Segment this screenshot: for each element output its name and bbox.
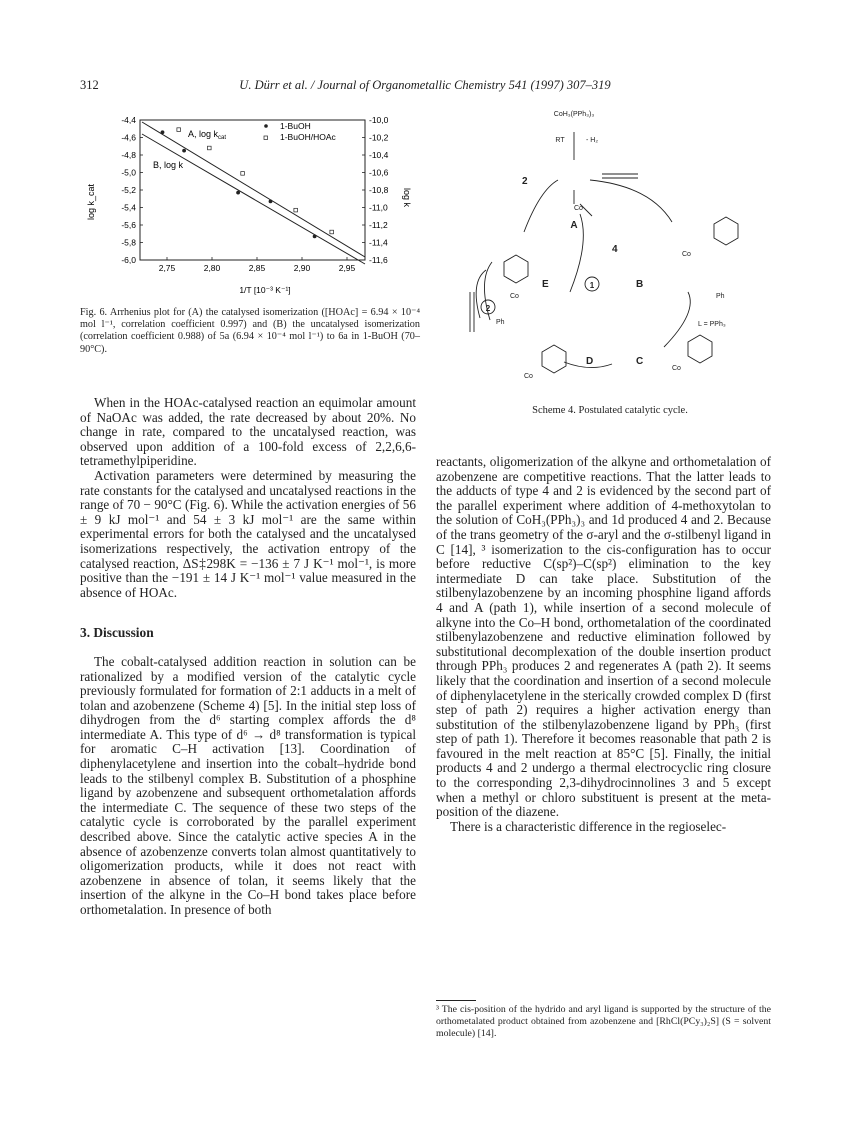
left-paragraph-2: Activation parameters were determined by measuring the rate constants for the catalysed and uncatalysed reactions in the range of 70 − 90°C (Fig. 6). While the activation energies of 56 ± 9 kJ mol⁻¹ and 54 ± 3 kJ mol⁻¹ are the same within experimental errors for both the catalysed and the uncatalysed isomerizations respectively, the activation entropy of the catalysed reaction, ΔS‡298K = −136 ± 7 J K⁻¹ mol⁻¹, is more positive than the −191 ± 14 J K⁻¹ mol⁻¹ value measured in the absence of HOAc.	[80, 467, 416, 600]
legend-label-buoh-hoac: 1-BuOH/HOAc	[280, 132, 336, 142]
annotation-b: B, log k	[153, 160, 184, 170]
scheme4-caption: Scheme 4. Postulated catalytic cycle.	[532, 405, 688, 416]
arc-b-to-c	[664, 292, 690, 347]
data-point-buoh-hoac	[241, 172, 245, 176]
regression-line-a	[142, 122, 365, 257]
ring-e	[504, 255, 528, 283]
arc-a-to-b	[590, 180, 672, 222]
x-tick-label: 2,75	[158, 263, 176, 273]
y-right-tick-label: -11,2	[369, 220, 388, 230]
complex-d-label: D	[586, 356, 594, 367]
complex-a-label: A	[570, 220, 578, 231]
data-point-buoh	[269, 199, 273, 203]
ring-d	[542, 345, 566, 373]
x-tick-label: 2,80	[203, 263, 221, 273]
right-column	[436, 455, 771, 834]
y-right-tick-label: -10,6	[369, 167, 389, 178]
y-right-tick-label: -11,4	[369, 237, 388, 248]
co-c-label: Co	[672, 365, 681, 372]
legend-marker-square	[264, 136, 268, 140]
co-a-label: Co	[574, 205, 583, 212]
section-heading-discussion: 3. Discussion	[80, 625, 154, 641]
y-right-tick-label: -10,8	[369, 185, 389, 195]
regression-lines	[142, 122, 365, 264]
reagent-label: CoH₃(PPh₃)₃	[553, 111, 595, 118]
complex-c-label: C	[636, 356, 644, 367]
regression-line-b	[142, 134, 365, 264]
y-left-tick-label: -4,6	[121, 132, 136, 143]
running-header	[80, 78, 770, 94]
h2-loss-label: - H₂	[586, 137, 599, 144]
footnote: ³ The cis-position of the hydrido and aryl ligand is supported by the structure of the orthometalated product obtained from azobenzene and [RhCl(PCy₃)₂S] (S = solvent molecule) [14].	[436, 1004, 771, 1039]
path2-label: 2	[485, 304, 491, 313]
y-right-tick-label: -10,4	[369, 150, 389, 160]
left-column	[80, 396, 416, 918]
left-paragraph-3: The cobalt-catalysed addition reaction in solution can be rationalized by a modified version of the catalytic cycle previously formulated for formation of 2:1 adducts in a melt of tolan and azobenzene (Scheme 4) [5]. In the initial step loss of dihydrogen from the d⁶ starting complex affords the d⁸ intermediate A. This type of d⁶ → d⁸ transformation is typical for aromatic C–H activation [13]. Coordination of diphenylacetylene and insertion into the cobalt–hydride bond leads to the stilbenyl complex B. Substitution of a phosphine ligand by azobenzene and subsequent orthometalation affords the intermediate C. The sequence of these two steps of the catalytic cycle is corroborated by the parallel experiment described above. Since the catalytic active species A in the absence of azobenzenze converts tolan almost quantitatively to oligomerization products, while it does not react with azobenzene in absence of tolan, it seems likely that the insertion of the alkyne in the Co–H bond takes place before orthometalation. In presence of both	[80, 653, 416, 917]
legend-marker-dot	[264, 124, 268, 128]
ring-c	[688, 335, 712, 363]
y-axis-label-right: log k	[402, 188, 412, 208]
axis-ticks	[121, 115, 388, 273]
co-b-label: Co	[682, 251, 691, 258]
legend-label-buoh: 1-BuOH	[280, 121, 311, 131]
y-left-tick-label: -6,0	[121, 255, 136, 265]
y-left-tick-label: -5,8	[121, 237, 136, 248]
data-point-buoh	[236, 191, 240, 195]
ph-b-label: Ph	[716, 293, 725, 300]
y-right-tick-label: -11,0	[369, 202, 388, 213]
complex-e-label: E	[542, 279, 549, 290]
y-axis-label-left: log k_cat	[86, 183, 96, 220]
y-right-tick-label: -11,6	[369, 255, 388, 265]
right-paragraph-1: reactants, oligomerization of the alkyne and orthometalation of azobenzene are competitive reactions. That the latter leads to the adducts of type 4 and 2 is evidenced by the second part of the parallel experiment where addition of 4-methoxytolan to the solution of CoH₃(PPh₃)₃ and 1d produced 4 and 2. Because of the trans geometry of the σ-aryl and the σ-stilbenyl ligand in C [14], ³ isomerization to the cis-configuration has to occur before reductive C(sp²)–C(sp²) elimination to the key intermediate D can take place. Substitution of the stilbenylazobenzene by an incoming phosphine ligand affords 4 and A (path 1), while insertion of a second molecule of alkyne into the Co–H bond, orthometalation of the coordinated stilbenylazobenzene and reductive elimination followed by substitutional decomplexation of the double insertion product through PPh₃ produces 2 and regenerates A (path 2). It seems likely that the coordination and insertion of a second molecule of diphenylacetylene in the sterically crowded complex D (first step of path 2) requires a higher activation energy than substitution of the stilbenylazobenzene ligand by PPh₃ (first step of path 1). Therefore it becomes reasonable that path 2 is favoured in the melt reaction at 85°C [5]. Finally, the initial products 4 and 2 undergo a thermal electrocyclic ring closure to the corresponding 2,3-dihydrocinnolines 3 and 5 except when a methyl or chloro substituent is present at the meta-position of the diazene.	[436, 454, 771, 820]
y-left-tick-label: -4,4	[121, 115, 136, 125]
product-4-label: 4	[612, 244, 618, 255]
y-left-tick-label: -5,0	[121, 167, 136, 178]
y-right-tick-label: -10,2	[369, 132, 389, 143]
y-left-tick-label: -5,2	[121, 185, 136, 195]
arc-e-to-a	[524, 180, 558, 232]
y-left-tick-label: -5,6	[121, 220, 136, 230]
path1-label: 1	[589, 281, 595, 290]
data-point-buoh	[182, 149, 186, 153]
data-point-buoh-hoac	[208, 146, 212, 150]
data-point-buoh-hoac	[294, 208, 298, 212]
co-d-label: Co	[524, 373, 533, 380]
page-number: 312	[80, 78, 99, 92]
x-tick-label: 2,85	[248, 263, 266, 273]
legend	[264, 121, 336, 142]
y-right-tick-label: -10,0	[369, 115, 389, 125]
scheme4-catalytic-cycle	[440, 102, 770, 402]
ph-e-label: Ph	[496, 319, 505, 326]
product-2-label: 2	[522, 176, 528, 187]
running-title: U. Dürr et al. / Journal of Organometallic Chemistry 541 (1997) 307–319	[239, 78, 611, 92]
left-paragraph-1: When in the HOAc-catalysed reaction an equimolar amount of NaOAc was added, the rate decreased by about 20%. No change in rate, compared to the uncatalysed reaction, was observed upon addition of a 100-fold excess of 2,2,6,6-tetramethylpiperidine.	[80, 395, 416, 469]
fig6-arrhenius-plot	[80, 112, 420, 302]
annotation-a: A, $\log k_{cat}$	[188, 129, 227, 141]
data-point-buoh	[161, 130, 165, 134]
x-axis-label: 1/T [10⁻³ K⁻¹]	[239, 285, 291, 295]
complex-b-label: B	[636, 279, 644, 290]
co-e-label: Co	[510, 293, 519, 300]
data-point-buoh-hoac	[177, 128, 181, 132]
y-left-tick-label: -4,8	[121, 150, 136, 160]
ligand-definition: L = PPh₃	[698, 321, 726, 328]
data-point-buoh-hoac	[330, 230, 334, 234]
fig6-caption: Fig. 6. Arrhenius plot for (A) the catalysed isomerization ([HOAc] = 6.94 × 10⁻⁴ mol l⁻¹, correlation coefficient 0.997) and (B) the uncatalysed isomerization (correlation coefficient 0.988) of 5a (6.94 × 10⁻⁴ mol l⁻¹) to 6a in 1-BuOH (70–90°C).	[80, 307, 420, 355]
footnote-rule	[436, 1000, 476, 1001]
x-tick-label: 2,95	[338, 263, 356, 273]
x-tick-label: 2,90	[293, 263, 311, 273]
conditions-label: RT	[555, 137, 565, 144]
ring-b	[714, 217, 738, 245]
y-left-tick-label: -5,4	[121, 202, 136, 213]
data-point-buoh	[313, 234, 317, 238]
right-paragraph-2: There is a characteristic difference in the regioselec-	[450, 818, 727, 834]
